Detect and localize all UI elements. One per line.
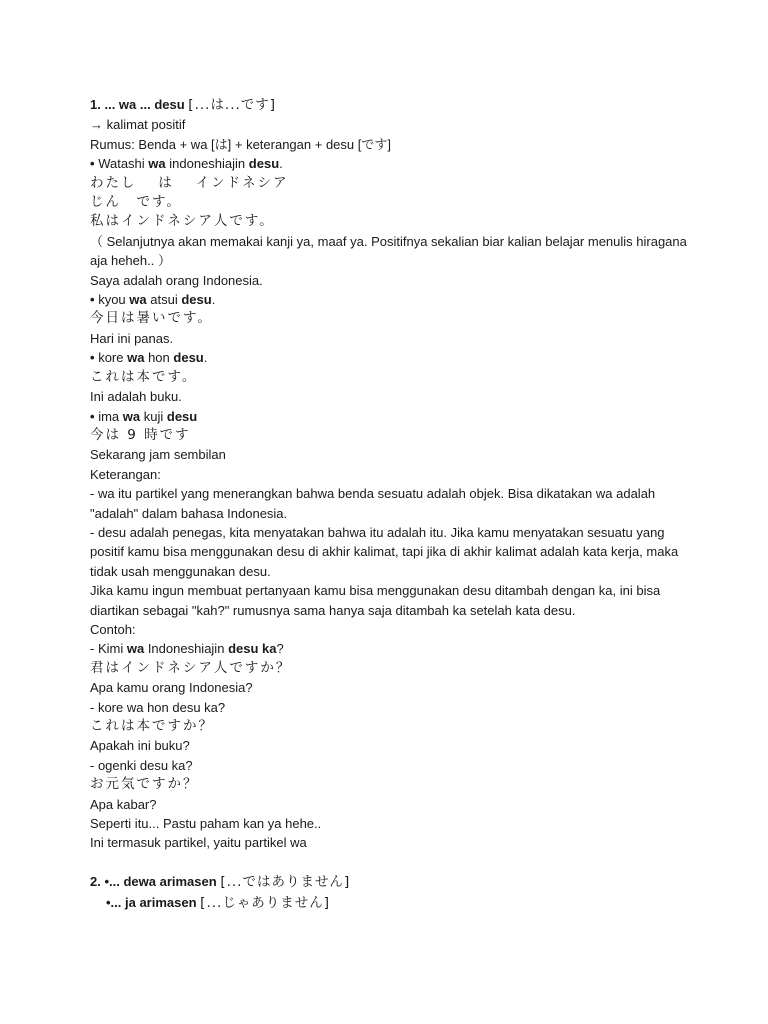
- keterangan-item-3: Jika kamu ingun membuat pertanyaan kamu bisa menggunakan desu ditambah dengan ka, ini bisa diartikan sebagai "kah?" rumusnya sama hanya saja ditambah ka setelah kata desu.: [90, 583, 661, 618]
- closing-line-2: Ini termasuk partikel, yaitu partikel wa: [90, 835, 307, 851]
- closing-line-1: Seperti itu... Pastu paham kan ya hehe..: [90, 816, 322, 832]
- question-1-japanese: 君はインドネシア人ですか？: [90, 659, 292, 676]
- example-4-romaji: • ima wa kuji desu: [90, 408, 198, 424]
- question-1-translation: Apa kamu orang Indonesia?: [90, 680, 253, 696]
- example-2-translation: Hari ini panas.: [90, 330, 174, 346]
- example-1-kana-line-2: じん です。: [90, 194, 182, 211]
- section-title: ... wa ... desu: [104, 97, 185, 112]
- example-1-translation: Saya adalah orang Indonesia.: [90, 272, 263, 288]
- question-2-translation: Apakah ini buku?: [90, 738, 190, 754]
- keterangan-label: Keterangan:: [90, 466, 161, 482]
- section-number: 2.: [90, 874, 101, 890]
- example-4-japanese: 今は 9 時です: [90, 426, 191, 443]
- rumus-line: Rumus: Benda + wa [は] + keterangan + desu [です]: [90, 136, 391, 152]
- section-1-heading: [90, 95, 690, 115]
- example-4-translation: Sekarang jam sembilan: [90, 447, 226, 463]
- keterangan-item-2: - desu adalah penegas, kita menyatakan bahwa itu adalah itu. Jika kamu menyatakan sesuatu yang positif kamu bisa menggunakan desu di akhir kalimat, tapi jika di akhir kalimat adalah kata kerja, maka tidak usah menggunakan desu.: [90, 524, 679, 579]
- question-3-japanese: お元気ですか？: [90, 776, 199, 793]
- example-1-romaji: • Watashi wa indoneshiajin desu.: [90, 156, 283, 172]
- example-1-note: （ Selanjutnya akan memakai kanji ya, maaf ya. Positifnya sekalian biar kalian belajar menulis hiragana aja heheh.. ）: [90, 233, 687, 269]
- example-3-translation: Ini adalah buku.: [90, 389, 182, 405]
- question-3-translation: Apa kabar?: [90, 796, 157, 812]
- question-3-romaji: - ogenki desu ka?: [90, 757, 193, 773]
- example-3-japanese: これは本です。: [90, 368, 198, 385]
- example-2-japanese: 今日は暑いです。: [90, 310, 213, 327]
- keterangan-item-1: - wa itu partikel yang menerangkan bahwa benda sesuatu adalah objek. Bisa dikatakan wa adalah "adalah" dalam bahasa Indonesia.: [90, 486, 656, 521]
- section-2-line-2: •... ja arimasen [...じゃありません]: [106, 894, 331, 911]
- document-body: [90, 95, 690, 913]
- example-2-romaji: • kyou wa atsui desu.: [90, 292, 216, 308]
- question-1-romaji: - Kimi wa Indoneshiajin desu ka?: [90, 641, 284, 657]
- section-spacer: [90, 853, 690, 872]
- section-title-jp: [...は...です]: [188, 97, 277, 113]
- example-1-kana-line-1: わたし は インドネシア: [90, 174, 289, 191]
- example-3-romaji: • kore wa hon desu.: [90, 350, 208, 366]
- question-2-romaji: - kore wa hon desu ka?: [90, 699, 226, 715]
- contoh-label: Contoh:: [90, 621, 136, 637]
- section-2-heading: 2. •... dewa arimasen [...ではありません]: [90, 874, 351, 891]
- arrow-line: → kalimat positif: [90, 117, 186, 133]
- section-number: 1.: [90, 97, 101, 112]
- question-2-japanese: これは本ですか？: [90, 718, 214, 734]
- example-1-kanji: 私はインドネシア人です。: [90, 213, 275, 230]
